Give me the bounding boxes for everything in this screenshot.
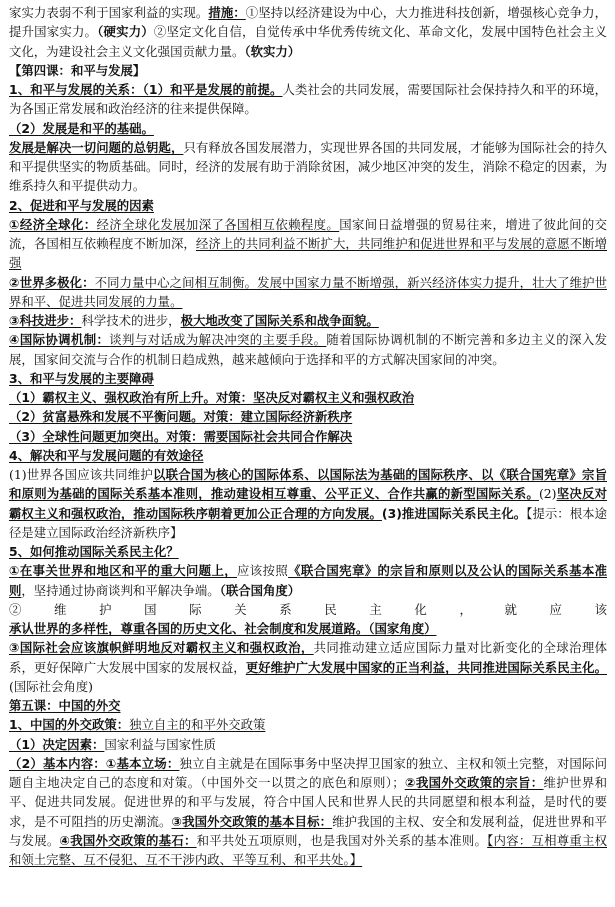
text-run: 不同力量中心之间相互制衡。发展中国家力量不断增强，新兴经济体实力提升，壮大了维护世界和平、促进共同发展的力量。 [9,274,607,309]
paragraph [9,273,607,312]
text-run: 坚决反对霸权主义和强权政治，推动国际秩序朝着更加公正合理的方向发展。 [9,486,608,521]
text-run: 以联合国为核心的国际体系、以国际法为基础的国际秩序、以《联合国宪章》宗旨和原则为基础的国际关系基本准则，推动建设相互尊重、公平正义、合作共赢的新型国际关系。 [9,467,607,502]
text-run: ③国际社会应该旗帜鲜明地反对霸权主义和强权政治， [9,640,314,656]
text-run: 极大地改变了国际关系和战争面貌。 [180,313,379,328]
text-run: （2）基本内容：①基本立场： [9,755,180,771]
text-run: 1、中国的外交政策： [9,717,130,733]
text-run: 国家利益与国家性质 [104,736,216,752]
paragraph [9,754,607,870]
text-run: 经济上的共同利益不断扩大，共同维护和促进世界和平与发展的意愿不断增强 [9,236,608,271]
text-run: 更好维护广大发展中国家的正当利益，共同推进国际关系民主化。 [245,659,608,675]
text-run: 《联合国宪章》的宗旨和原则以及公认的国际关系基本准则 [9,563,608,598]
text-run: 科学技术的进步， [81,313,181,328]
text-run: 5、如何推动国际关系民主化？ [9,544,179,559]
text-run: ①经济全球化： [9,216,97,232]
text-run: 【第四课：和平与发展】 [9,62,146,78]
text-run: 2、促进和平与发展的因素 [9,197,154,213]
text-run: 发展是解决一切问题的总钥匙， [9,139,184,155]
paragraph [9,3,607,61]
text-run: 维护我国的主权、安全和发展利益，促进世界和平与发展。 [9,813,607,848]
text-run: ②维护国际关系民主化，就应该 [9,601,607,617]
text-run: 独立自主的和平外交政策 [129,717,266,733]
text-run: ②坚定文化自信，自觉传承中华优秀传统文化、革命文化，发展中国特色社会主义文化，为建设社会主义文化强国贡献力量。 [9,24,607,59]
text-run: 人类社会的共同发展，需要国际社会保持持久和平的环境，为各国正常发展和政治经济的往来提供保障。 [9,82,608,117]
paragraph [9,696,607,715]
paragraph [9,80,607,119]
paragraph [9,407,607,426]
text-run: （联合国角度） [219,582,301,598]
text-run: ，坚持通过协商谈判和平解决争端。 [21,582,220,598]
text-run: 4、解决和平与发展问题的有效途径 [9,447,204,463]
text-run: 只有释放各国发展潜力，实现世界各国的共同发展，才能够为国际社会的持久和平提供坚实的物质基础。同时，经济的发展有助于消除贫困，减少地区冲突的发生，消除不稳定的因素，为维系持久和平提供动力。 [9,139,608,194]
text-run: 承认世界的多样性，尊重各国的历史文化、社会制度和发展道路。（国家角度） [9,621,437,636]
text-run: （3）全球性问题更加突出。对策：需要国际社会共同合作解决 [9,428,353,444]
paragraph [9,369,607,388]
text-run: ②我国外交政策的宗旨： [404,775,544,790]
paragraph [9,215,607,273]
text-run: 3、和平与发展的主要障碍 [9,370,154,386]
text-run: 维护世界和平、促进共同发展。促进世界的和平与发展，符合中国人民和世界人民的共同愿望和根本利益，是时代的要求，是不可阻挡的历史潮流。 [9,775,607,829]
text-run: ④我国外交政策的基石： [59,832,197,848]
text-run: 措施： [208,5,246,20]
text-run: （软实力） [244,43,301,59]
paragraph [9,542,607,561]
text-run: 家实力表弱不利于国家利益的实现。 [9,5,209,20]
paragraph [9,715,607,734]
paragraph [9,388,607,407]
text-run: （1）决定因素： [9,736,105,752]
text-run: 国家间日益增强的贸易往来，增进了彼此间的交流，各国相互依赖程度不断加深， [9,216,608,251]
paragraph [9,138,607,196]
text-run: 谈判与对话成为解决冲突的主要手段。 [109,332,327,348]
paragraph [9,61,607,80]
text-run: 应该按照 [237,563,289,579]
text-run: ②世界多极化： [9,274,95,290]
paragraph [9,735,607,754]
paragraph [9,600,607,639]
text-run: 和平共处五项原则，也是我国对外关系的基本准则。 [196,832,488,848]
text-run: ①在事关世界和地区和平的重大问题上， [9,563,237,579]
text-run: 【提示：根本途径是建立国际政治经济新秩序】 [9,505,607,540]
paragraph [9,446,607,465]
paragraph [9,119,607,138]
paragraph [9,196,607,215]
text-run: 【内容：互相尊重主权和领土完整、互不侵犯、互不干涉内政、平等互利、和平共处。】 [9,832,608,867]
text-run: （硬实力） [97,24,154,40]
text-run: （2）贫富悬殊和发展不平衡问题。对策：建立国际经济新秩序 [9,409,353,425]
text-run: 独立自主就是在国际事务中坚决捍卫国家的独立、主权和领土完整，对国际问题自主地决定自己的态度和对策。（中国外交一以贯之的底色和原则）； [9,755,607,790]
text-run: （1）霸权主义、强权政治有所上升。对策：坚决反对霸权主义和强权政治 [9,390,415,405]
text-run: 共同推动建立适应国际力量对比新变化的全球治理体系，更好保障广大发展中国家的发展权益， [9,640,607,675]
text-run: 经济全球化发展加深了各国相互依赖程度。 [96,216,340,232]
text-run: ③我国外交政策的基本目标： [171,813,333,829]
text-run: 1、和平与发展的关系：（1）和平是发展的前提。 [9,82,283,97]
text-run: (3)推进国际关系民主化。 [381,505,527,521]
text-run: 随着国际协调机制的不断完善和多边主义的深入发展，国家间交流与合作的机制日趋成熟，越来越倾向于选择和平的方式解决国家间的冲突。 [9,332,608,367]
paragraph [9,330,607,369]
paragraph [9,311,607,330]
paragraph [9,427,607,446]
text-run: （2）发展是和平的基础。 [9,120,154,136]
text-run: ④国际协调机制： [9,332,110,348]
text-run: ③科技进步： [9,313,82,328]
text-run: ①坚持以经济建设为中心，大力推进科技创新，增强核心竞争力，提升国家实力。 [9,5,608,40]
paragraph [9,638,607,696]
text-run: (1)世界各国应该共同维护 [9,467,153,482]
paragraph [9,561,607,600]
paragraph [9,465,607,542]
text-run: (国际社会角度) [9,678,94,694]
text-run: 第五课：中国的外交 [9,698,121,713]
text-run: (2) [538,486,557,502]
